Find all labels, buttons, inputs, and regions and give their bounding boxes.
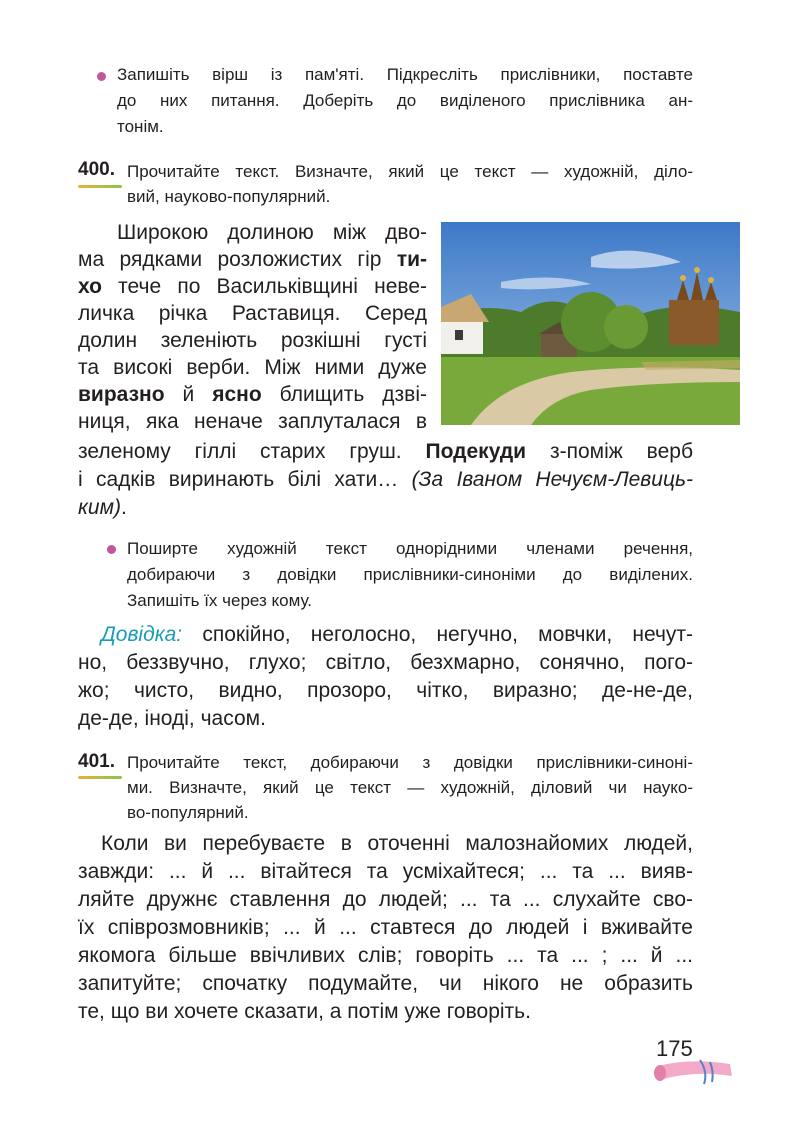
exercise-number: 401. <box>78 751 115 772</box>
text-line: Коли ви перебуваєте в оточенні малознайомих людей, <box>101 832 693 855</box>
text-line: те, що ви хочете сказати, а потім уже говоріть. <box>78 1000 531 1023</box>
task-line: тонім. <box>117 117 164 136</box>
text-line: ниця, яка неначе заплуталася в <box>78 410 427 433</box>
task-line: Поширте художній текст однорідними членами речення, <box>127 539 693 558</box>
text-line: долин зеленіють розкішні густі <box>78 329 427 352</box>
hint-line: де-де, іноді, часом. <box>78 707 266 730</box>
text-line: їх співрозмовників; ... й ... ставтеся до людей і вживайте <box>78 916 693 939</box>
exercise-underline <box>78 185 122 188</box>
text-line: Широкою долиною між дво- <box>117 221 427 244</box>
task-line: добираючи з довідки прислівники-синоніми до виділених. <box>127 565 693 584</box>
page-number: 175 <box>656 1036 693 1061</box>
text-line: завжди: ... й ... вітайтеся та усміхайтеся; ... та ... вияв- <box>78 860 693 883</box>
text-line: якомога більше ввічливих слів; говоріть ... та ... ; ... й ... <box>78 944 693 967</box>
text-line: запитуйте; спочатку подумайте, чи нікого не образить <box>78 972 693 995</box>
task-line: до них питання. Доберіть до виділеного прислівника ан- <box>117 91 693 110</box>
hint-line: Довідка: спокійно, неголосно, негучно, мовчки, нечут- <box>101 623 693 646</box>
text-line: та високі верби. Між ними дуже <box>78 356 427 379</box>
text-line: виразно й ясно блищить дзві- <box>78 383 427 406</box>
scroll-icon <box>650 1050 740 1090</box>
exercise-instruction: Прочитайте текст. Визначте, який це текст — художній, діло- <box>127 162 693 181</box>
hint-label: Довідка: <box>101 623 183 646</box>
text-line: і садків виринають білі хати… (За Іваном Нечуєм-Левиць- <box>78 468 693 491</box>
text-line: ляйте дружнє ставлення до людей; ... та ... слухайте сво- <box>78 888 693 911</box>
text-line: зеленому гіллі старих груш. Подекуди з-поміж верб <box>78 440 693 463</box>
task-line: Запишіть вірш із пам'яті. Підкресліть прислівники, поставте <box>117 65 693 84</box>
exercise-instruction: во-популярний. <box>127 803 249 822</box>
text-line: ма рядками розложистих гір ти- <box>78 248 427 271</box>
task-line: Запишіть їх через кому. <box>127 591 312 610</box>
village-landscape-photo <box>441 222 740 425</box>
hint-line: жо; чисто, видно, прозоро, чітко, виразно; де-не-де, <box>78 679 693 702</box>
text-line: хо тече по Васильківщині неве- <box>78 275 427 298</box>
text-line: личка річка Раставиця. Серед <box>78 302 427 325</box>
exercise-number: 400. <box>78 159 115 180</box>
bullet-icon <box>107 545 116 554</box>
bullet-icon <box>97 72 106 81</box>
hint-line: но, беззвучно, глухо; світло, безхмарно, сонячно, пого- <box>78 651 693 674</box>
exercise-instruction: ми. Визначте, який це текст — художній, діловий чи науко- <box>127 778 693 797</box>
exercise-instruction: вий, науково-популярний. <box>127 187 331 206</box>
text-line: ким). <box>78 496 127 519</box>
exercise-instruction: Прочитайте текст, добираючи з довідки прислівники-синоні- <box>127 753 693 772</box>
exercise-underline <box>78 776 122 779</box>
